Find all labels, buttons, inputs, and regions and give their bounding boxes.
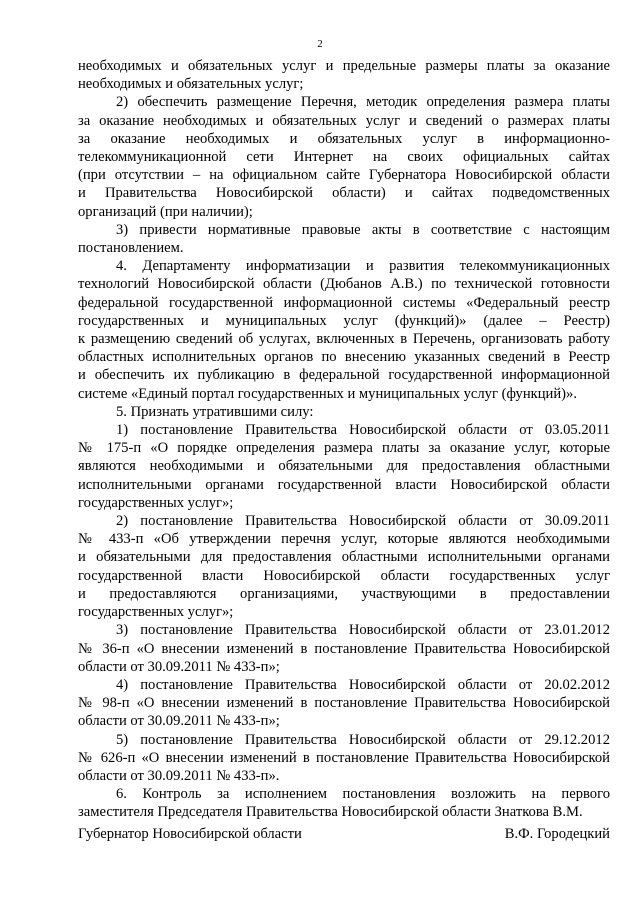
text-line: 2) обеспечить размещение Перечня, методик определения размера платы xyxy=(116,94,610,111)
text-line: области от 30.09.2011 № 433-п»; xyxy=(78,713,280,730)
text-line: постановлением. xyxy=(78,240,184,257)
text-line: необходимых и обязательных услуг; xyxy=(78,76,304,93)
text-line: за оказание необходимых и обязательных услуг в информационно- xyxy=(78,130,610,147)
text-line: № 98-п «О внесении изменений в постановление Правительства Новосибирской xyxy=(78,695,610,712)
text-line: являются необходимыми и обязательными для предоставления областными xyxy=(78,458,610,475)
text-line: государственных услуг»; xyxy=(78,604,234,621)
signatory-name: В.Ф. Городецкий xyxy=(504,826,610,842)
text-line: 3) привести нормативные правовые акты в соответствие с настоящим xyxy=(116,221,610,238)
text-line: и обеспечить их публикацию в федеральной государственной информационной xyxy=(78,367,610,384)
text-line: и Правительства Новосибирской области) и сайтах подведомственных xyxy=(78,185,610,202)
text-line: 4) постановление Правительства Новосибирской области от 20.02.2012 xyxy=(116,676,610,693)
text-line: необходимых и обязательных услуг и предельные размеры платы за оказание xyxy=(78,58,610,74)
text-line: области от 30.09.2011 № 433-п»; xyxy=(78,658,280,675)
document-body xyxy=(78,57,610,822)
text-line: 2) постановление Правительства Новосибирской области от 30.09.2011 xyxy=(116,513,610,530)
text-line: 6. Контроль за исполнением постановления возложить на первого xyxy=(116,786,610,803)
text-line: организаций (при наличии); xyxy=(78,203,253,220)
text-line: № 36-п «О внесении изменений в постановление Правительства Новосибирской xyxy=(78,640,610,657)
text-line: федеральной государственной информационной системы «Федеральный реестр xyxy=(78,294,610,311)
text-line: исполнительными органами государственной власти Новосибирской области xyxy=(78,476,610,493)
text-line: № 433-п «Об утверждении перечня услуг, которые являются необходимыми xyxy=(78,531,610,548)
text-line: 4. Департаменту информатизации и развития телекоммуникационных xyxy=(116,258,610,275)
text-line: за оказание необходимых и обязательных услуг и сведений о размерах платы xyxy=(78,112,610,129)
signature-block xyxy=(78,825,610,843)
text-line: и предоставляются организациями, участвующими в предоставлении xyxy=(78,585,610,602)
text-line: (при отсутствии – на официальном сайте Губернатора Новосибирской области xyxy=(78,167,610,184)
signatory-position: Губернатор Новосибирской области xyxy=(78,826,302,842)
text-line: технологий Новосибирской области (Дюбанов А.В.) по технической готовности xyxy=(78,276,610,293)
text-line: 1) постановление Правительства Новосибирской области от 03.05.2011 xyxy=(116,422,610,439)
text-line: государственных услуг»; xyxy=(78,494,234,511)
text-line: областных исполнительных органов по внесению указанных сведений в Реестр xyxy=(78,349,610,366)
text-line: 5. Признать утратившими силу: xyxy=(116,403,314,420)
text-line: 3) постановление Правительства Новосибирской области от 23.01.2012 xyxy=(116,622,610,639)
text-line: и обязательными для предоставления областными исполнительными органами xyxy=(78,549,610,566)
text-line: 5) постановление Правительства Новосибирской области от 29.12.2012 xyxy=(116,731,610,748)
page-number: 2 xyxy=(317,38,323,50)
text-line: заместителя Председателя Правительства Новосибирской области Знаткова В.М. xyxy=(78,804,583,821)
text-line: системе «Единый портал государственных и муниципальных услуг (функций)». xyxy=(78,385,577,402)
text-line: государственных и муниципальных услуг (функций)» (далее – Реестр) xyxy=(78,312,610,329)
text-line: № 626-п «О внесении изменений в постановление Правительства Новосибирской xyxy=(78,749,610,766)
text-line: к размещению сведений об услугах, включенных в Перечень, организовать работу xyxy=(78,331,610,348)
text-line: области от 30.09.2011 № 433-п». xyxy=(78,767,280,784)
text-line: государственной власти Новосибирской области государственных услуг xyxy=(78,567,610,584)
text-line: телекоммуникационной сети Интернет на своих официальных сайтах xyxy=(78,149,610,166)
text-line: № 175-п «О порядке определения размера платы за оказание услуг, которые xyxy=(78,440,610,457)
